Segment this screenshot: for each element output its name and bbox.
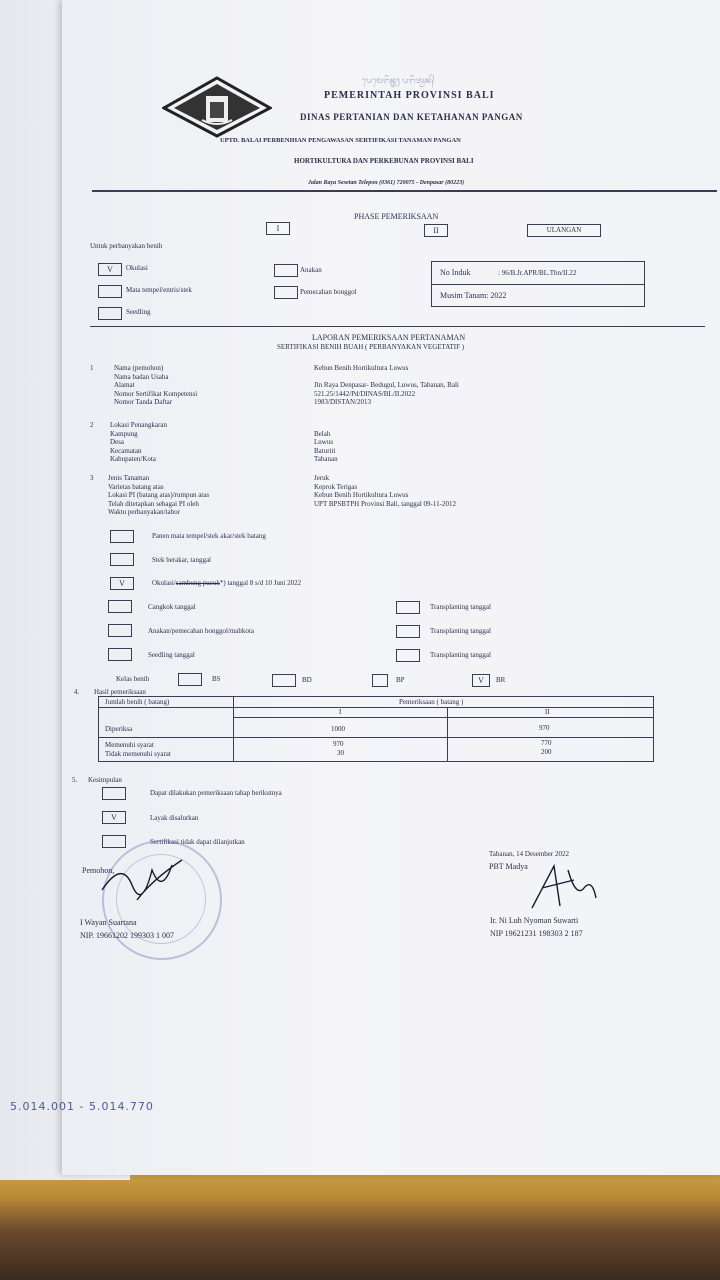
stek-label: Stek berakar, tanggal — [152, 556, 212, 564]
office-address: Jalan Raya Sesetan Telepon (0361) 720075 - Denpasar (80223) — [308, 180, 465, 186]
pemecahan-label: Pemecahan bonggol — [300, 288, 357, 296]
label: Nomor Tanda Daftar — [114, 398, 173, 406]
kelas-br-label: BR — [496, 676, 506, 684]
label: Alamat — [114, 381, 135, 389]
col-jumlah-header: Jumlah benih ( batang) — [105, 698, 170, 706]
okulasi-label: Okulasi — [126, 264, 148, 272]
transplanting-checkbox-3 — [396, 649, 420, 662]
kelas-bp-label: BP — [396, 676, 405, 684]
induk-label: No Induk — [440, 268, 471, 277]
value — [314, 373, 459, 382]
value: Belah — [314, 429, 331, 438]
handwritten-note: 5.014.001 - 5.014.770 — [10, 1100, 154, 1113]
value: Kebun Benih Hortikultura Luwus — [314, 491, 409, 499]
section-divider — [90, 326, 705, 327]
horti-title: HORTIKULTURA DAN PERKEBUNAN PROVINSI BALI — [294, 157, 474, 165]
musim-tanam: Musim Tanam: 2022 — [440, 291, 507, 300]
ulangan-box: ULANGAN — [527, 224, 601, 237]
kelas-bp-checkbox — [372, 674, 388, 687]
table-cell: 200 — [541, 748, 552, 756]
dinas-title: DINAS PERTANIAN DAN KETAHANAN PANGAN — [300, 112, 523, 122]
col-pemeriksaan-header: Pemeriksaan ( batang ) — [399, 698, 464, 706]
phase-i-box: I — [266, 222, 290, 235]
report-subtitle: SERTIFIKASI BENIH BUAH ( PERBANYAKAN VEGETATIF ) — [277, 343, 465, 351]
panen-label: Panen mata tempel/stek akar/stek batang — [152, 532, 266, 540]
label: Nama badan Usaha — [114, 372, 169, 381]
table-cell: 970 — [333, 740, 344, 748]
label: Lokasi Penangkaran — [110, 421, 167, 429]
value: 521.25/1442/Pd/DINAS/BL/II.2022 — [314, 389, 416, 398]
value: Keprok Terigas — [314, 482, 358, 491]
phase-title: PHASE PEMERIKSAAN — [354, 212, 439, 221]
section-4-number: 4. — [74, 688, 80, 696]
value — [314, 421, 338, 430]
kelas-bd-checkbox — [272, 674, 296, 687]
hasil-table — [98, 696, 654, 762]
pemohon-label: Pemohon, — [82, 866, 115, 875]
col-ii-header: II — [545, 708, 550, 716]
table-surface — [0, 1170, 720, 1280]
value: Baturiti — [314, 446, 336, 455]
table-row-divider — [99, 737, 653, 738]
mata-tempel-label: Mata tempel/entris/stek — [126, 286, 192, 294]
transplanting-checkbox-2 — [396, 625, 420, 638]
table-cell: 1000 — [331, 725, 345, 733]
section-2-labels — [110, 421, 167, 464]
value: 1983/DISTAN/2013 — [314, 398, 371, 406]
kesimpulan-opt2-checkbox: V — [102, 811, 126, 824]
kelas-label: Kelas benih — [116, 675, 150, 683]
transplanting-label-2: Transplanting tanggal — [430, 627, 491, 635]
mata-tempel-checkbox — [98, 285, 122, 298]
transplanting-checkbox-1 — [396, 601, 420, 614]
table-row-divider — [233, 717, 653, 718]
table-cell: 770 — [541, 739, 552, 747]
letterhead-divider — [92, 190, 717, 192]
section-5-number: 5. — [72, 776, 78, 784]
label: Nama (pemohon) — [114, 364, 164, 372]
seedling-date-checkbox — [108, 648, 132, 661]
okulasi-date-range: *) tanggal 8 s/d 10 Juni 2022 — [219, 579, 302, 587]
label: Kecamatan — [110, 446, 142, 455]
section-3-labels — [108, 474, 209, 517]
place-date: Tabanan, 14 Desember 2022 — [489, 850, 569, 858]
section-1-number: 1 — [90, 364, 94, 372]
okulasi-date-checkbox: V — [110, 577, 134, 590]
label: Jenis Tanaman — [108, 474, 150, 482]
col-i-header: I — [339, 708, 342, 716]
document-page — [10, 0, 720, 1175]
section-1-labels — [114, 364, 197, 407]
seedling-label: Seedling — [126, 308, 151, 316]
pbt-name: Ir. Ni Luh Nyoman Suwarti — [490, 916, 579, 925]
seedling-date-label: Seedling tanggal — [148, 651, 195, 659]
section-3-number: 3 — [90, 474, 94, 482]
okulasi-date-prefix: Okulasi/ — [152, 579, 176, 587]
pemohon-name: I Wayan Suartana — [80, 918, 137, 927]
government-title: PEMERINTAH PROVINSI BALI — [324, 90, 495, 101]
balinese-script-line: ᬧᬾᬫᬾᬭᬶᬦ᭄ᬢᬄ ᬧᬭᬶᬢ᭄ᬯᬦ᭄ — [362, 76, 435, 85]
section-3-values — [314, 474, 456, 508]
transplanting-label-3: Transplanting tanggal — [430, 651, 491, 659]
kesimpulan-opt1-label: Dapat dilakukan pemeriksaan tahap berikutnya — [150, 789, 282, 797]
kesimpulan-opt1-checkbox — [102, 787, 126, 800]
label: Nomor Sertifikat Kompetensi — [114, 389, 198, 398]
anakan-date-checkbox — [108, 624, 132, 637]
pemecahan-checkbox — [274, 286, 298, 299]
kelas-bs-checkbox — [178, 673, 202, 686]
table-row-label: Diperiksa — [105, 725, 133, 733]
uptd-title: UPTD. BALAI PERBENIHAN PENGAWASAN SERTIFIKASI TANAMAN PANGAN — [220, 137, 461, 144]
cangkok-label: Cangkok tanggal — [148, 603, 196, 611]
stek-checkbox — [110, 553, 134, 566]
seedling-checkbox — [98, 307, 122, 320]
kesimpulan-label: Kesimpulan — [88, 776, 122, 784]
label: Kabupaten/Kota — [110, 455, 156, 463]
label: Kampung — [110, 429, 138, 438]
pbt-nip: NIP 19621231 198303 2 187 — [490, 929, 583, 938]
sambung-pucuk-struck: sambung pucuk — [175, 579, 220, 587]
label: Telah ditetapkan sebagai PI oleh — [108, 499, 199, 508]
transplanting-label-1: Transplanting tanggal — [430, 603, 491, 611]
table-cell: 30 — [337, 749, 344, 757]
value: UPT BPSBTPH Provinsi Bali, tanggal 09-11-2012 — [314, 499, 456, 508]
pemohon-nip: NIP. 19661202 199303 1 007 — [80, 931, 175, 940]
label: Waktu perbanyakan/tabor — [108, 508, 180, 516]
value: Luwus — [314, 438, 334, 446]
kesimpulan-opt3-checkbox — [102, 835, 126, 848]
hasil-label: Hasil pemeriksaan — [94, 688, 146, 696]
table-row-label: Tidak memenuhi syarat — [105, 750, 171, 758]
induk-box — [431, 261, 645, 307]
pemohon-signature — [92, 850, 192, 910]
phase-ii-box: II — [424, 224, 448, 237]
kelas-bd-label: BD — [302, 676, 312, 684]
label: Desa — [110, 438, 124, 446]
section-2-number: 2 — [90, 421, 94, 429]
pbt-title: PBT Madya — [489, 862, 528, 871]
kesimpulan-opt2-label: Layak disalurkan — [150, 814, 199, 822]
table-cell: 970 — [539, 724, 550, 732]
kelas-bs-label: BS — [212, 675, 221, 683]
bali-province-logo-icon — [162, 76, 272, 138]
okulasi-date-label — [152, 579, 301, 587]
value: Kebun Benih Hortikultura Luwus — [314, 364, 409, 372]
induk-box-divider — [432, 284, 644, 285]
anakan-label: Anakan — [300, 266, 322, 274]
section-2-values — [314, 421, 338, 464]
pbt-signature — [524, 858, 604, 918]
table-row-label: Memenuhi syarat — [105, 741, 154, 749]
perbanyakan-label: Untuk perbanyakan benih — [90, 242, 163, 250]
table-row-divider — [99, 707, 653, 708]
kelas-br-checkbox: V — [472, 674, 490, 687]
table-col-divider — [447, 707, 448, 761]
induk-value: : 96/B.Jr.APR/BL.Tbn/II.22 — [498, 269, 577, 277]
label: Lokasi PI (batang atas)/rumpun atas — [108, 491, 210, 499]
anakan-date-label: Anakan/pemecahan bonggol/mahkota — [148, 627, 254, 635]
report-title: LAPORAN PEMERIKSAAN PERTANAMAN — [312, 333, 466, 342]
kesimpulan-opt3-label: Sertifikasi tidak dapat dilanjutkan — [150, 838, 245, 846]
section-1-values — [314, 364, 459, 407]
value: Jeruk — [314, 474, 330, 482]
anakan-checkbox — [274, 264, 298, 277]
label: Varietas batang atas — [108, 482, 164, 491]
value: Jln Raya Denpasar- Bedugul, Luwus, Tabanan, Bali — [314, 381, 459, 389]
value: Tabanan — [314, 455, 338, 463]
okulasi-checkbox: V — [98, 263, 122, 276]
panen-checkbox — [110, 530, 134, 543]
cangkok-checkbox — [108, 600, 132, 613]
